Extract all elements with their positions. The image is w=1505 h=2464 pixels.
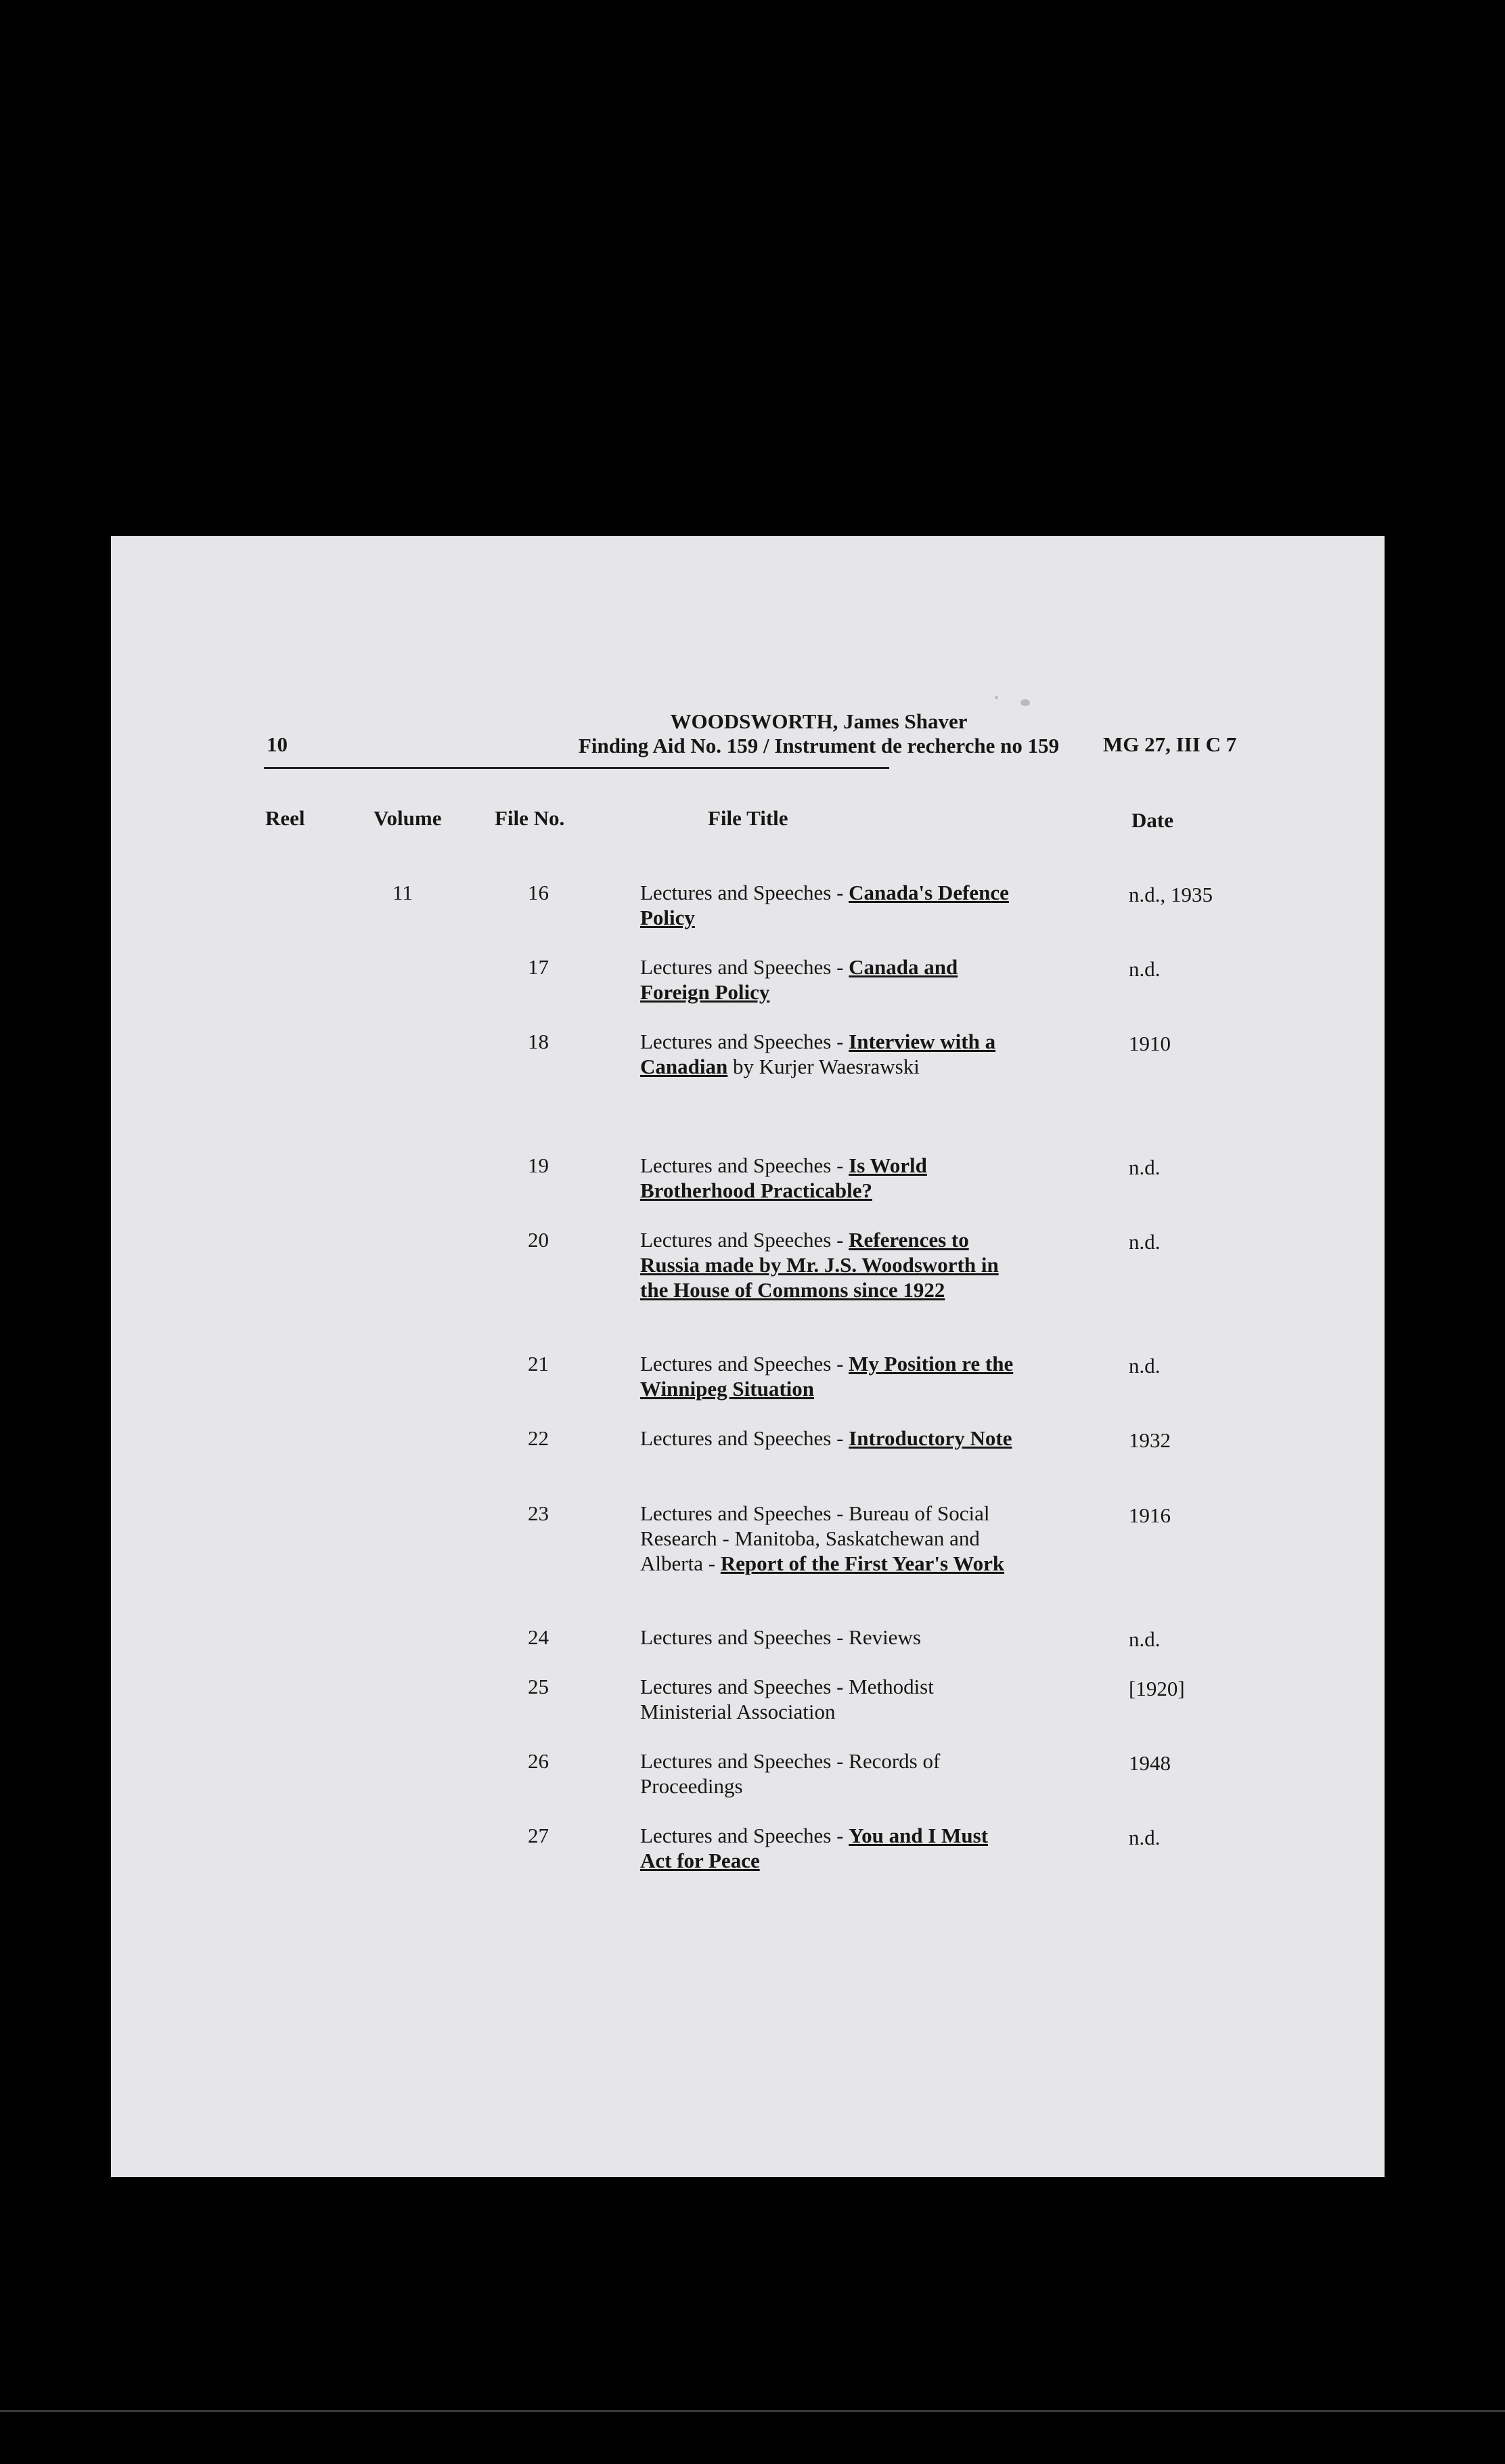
column-header-file-no: File No. (495, 806, 565, 830)
row-date: 1916 (1129, 1503, 1171, 1527)
row-file-no: 27 (528, 1824, 549, 1847)
header-title (541, 709, 1096, 758)
header-title-line1: WOODSWORTH, James Shaver (670, 709, 968, 733)
title-underlined: Canada and Foreign Policy (640, 955, 958, 1004)
column-header-reel: Reel (265, 806, 305, 830)
title-plain: Lectures and Speeches - Reviews (640, 1625, 921, 1649)
row-file-title (640, 954, 1019, 1005)
row-file-no: 18 (528, 1030, 549, 1053)
row-file-no: 21 (528, 1352, 549, 1376)
row-date: [1920] (1129, 1677, 1185, 1700)
page-number: 10 (267, 732, 288, 756)
row-file-title (640, 1227, 1019, 1302)
title-plain: Lectures and Speeches - Methodist Ministerial Association (640, 1675, 934, 1723)
title-underlined: Report of the First Year's Work (720, 1552, 1005, 1575)
row-file-no: 19 (528, 1153, 549, 1177)
title-plain: Lectures and Speeches - (640, 1352, 849, 1376)
header-divider (264, 767, 889, 769)
scan-speck (1020, 699, 1030, 706)
title-plain: Lectures and Speeches - (640, 1824, 849, 1847)
row-date: n.d. (1129, 1826, 1161, 1849)
row-file-no: 20 (528, 1228, 549, 1252)
row-file-title (640, 1823, 1019, 1873)
row-file-title (640, 1351, 1019, 1401)
row-volume: 11 (392, 881, 413, 904)
row-date: n.d. (1129, 957, 1161, 981)
header-reference: MG 27, III C 7 (1103, 732, 1237, 756)
row-file-title (640, 1674, 1019, 1724)
row-date: n.d. (1129, 1627, 1161, 1651)
row-file-no: 16 (528, 881, 549, 904)
title-underlined: References to Russia made by Mr. J.S. Woodsworth in the House of Commons since 1922 (640, 1228, 999, 1302)
title-plain: Lectures and Speeches - (640, 1030, 849, 1053)
title-underlined: Introductory Note (849, 1426, 1012, 1450)
row-file-no: 25 (528, 1675, 549, 1698)
row-date: n.d., 1935 (1129, 883, 1213, 906)
row-file-title (640, 1748, 1019, 1799)
title-underlined: My Position re the Winnipeg Situation (640, 1352, 1014, 1401)
row-date: n.d. (1129, 1354, 1161, 1378)
column-header-file-title: File Title (708, 806, 788, 830)
row-date: 1932 (1129, 1428, 1171, 1452)
column-header-volume: Volume (374, 806, 442, 830)
title-underlined: Is World Brotherhood Practicable? (640, 1153, 927, 1202)
title-plain: Lectures and Speeches - (640, 1426, 849, 1450)
row-date: 1910 (1129, 1032, 1171, 1055)
row-file-title (640, 1029, 1019, 1079)
title-underlined: Canada's Defence Policy (640, 881, 1009, 929)
row-date: n.d. (1129, 1156, 1161, 1179)
title-plain: Lectures and Speeches - (640, 955, 849, 979)
row-date: n.d. (1129, 1230, 1161, 1254)
column-header-date: Date (1131, 808, 1173, 832)
row-file-no: 24 (528, 1625, 549, 1649)
title-plain: Lectures and Speeches - Records of Proceedings (640, 1749, 941, 1798)
title-after: by Kurjer Waesrawski (727, 1055, 920, 1078)
row-file-no: 26 (528, 1749, 549, 1773)
scan-edge-line (0, 2410, 1505, 2412)
title-underlined: Interview with a Canadian (640, 1030, 996, 1078)
row-file-title (640, 1501, 1019, 1576)
title-plain: Lectures and Speeches - (640, 1153, 849, 1177)
row-file-no: 23 (528, 1501, 549, 1525)
title-plain: Lectures and Speeches - (640, 1228, 849, 1252)
row-file-title (640, 1426, 1019, 1451)
scan-speck (995, 696, 998, 699)
header-title-line2: Finding Aid No. 159 / Instrument de recherche no 159 (578, 734, 1060, 757)
title-underlined: You and I Must Act for Peace (640, 1824, 989, 1872)
row-date: 1948 (1129, 1751, 1171, 1775)
row-file-title (640, 1625, 1019, 1650)
title-plain: Lectures and Speeches - (640, 881, 849, 904)
row-file-no: 17 (528, 955, 549, 979)
row-file-no: 22 (528, 1426, 549, 1450)
row-file-title (640, 1153, 1019, 1203)
title-plain: Lectures and Speeches - Bureau of Social Research - Manitoba, Saskatchewan and Alberta - (640, 1501, 990, 1575)
row-file-title (640, 880, 1019, 930)
